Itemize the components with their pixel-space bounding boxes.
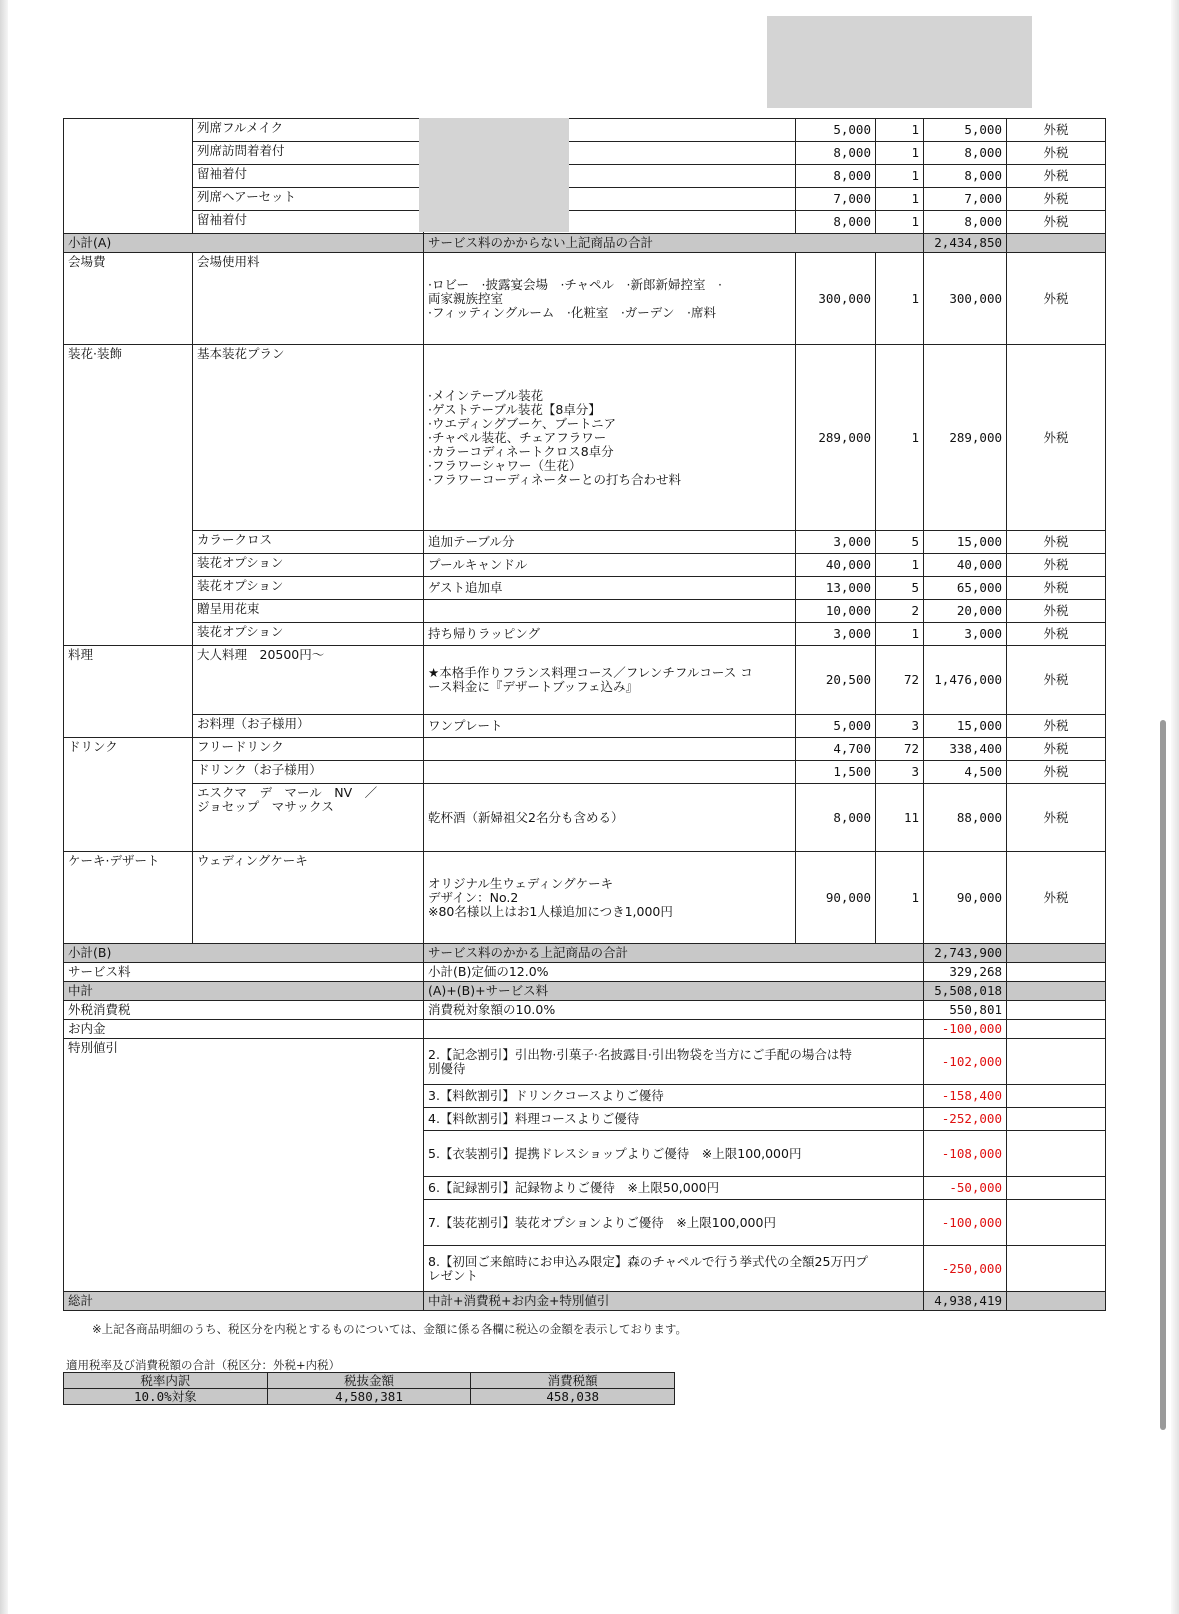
desc-cell: ゲスト追加卓 [424,577,796,600]
amount-cell: 4,500 [924,761,1007,784]
price-cell: 7,000 [796,188,876,211]
tax-cell: 外税 [1007,554,1106,577]
table-row [64,623,1106,646]
tax-rate-cell: 10.0%対象 [64,1389,268,1405]
tax-cell: 外税 [1007,623,1106,646]
tax-cell: 外税 [1007,715,1106,738]
summary-label: お内金 [64,1020,424,1039]
qty-cell: 1 [876,165,924,188]
column-header: 税抜金額 [267,1373,471,1389]
page-edge-right [1171,0,1179,1614]
tax-cell: 外税 [1007,211,1106,234]
item-cell: 基本装花プラン [193,345,424,531]
desc-cell: プールキャンドル [424,554,796,577]
tax-cell: 外税 [1007,738,1106,761]
amount-cell: 65,000 [924,577,1007,600]
desc-cell: 乾杯酒（新婦祖父2名分も含める） [424,784,796,852]
summary-label: 外税消費税 [64,1001,424,1020]
item-cell: フリードリンク [193,738,424,761]
desc-cell: オリジナル生ウェディングケーキ デザイン：No.2 ※80名様以上はお1人様追加につき1,000円 [424,852,796,944]
summary-label: 特別値引 [64,1039,424,1292]
qty-cell: 3 [876,715,924,738]
estimate-table [63,118,1106,1311]
desc-cell [424,761,796,784]
desc-cell: ·ロビー ·披露宴会場 ·チャペル ·新郎新婦控室 · 両家親族控室 ·フィッティングルーム ·化粧室 ·ガーデン ·席料 [424,253,796,345]
tax-cell: 外税 [1007,761,1106,784]
item-cell: ウェディングケーキ [193,852,424,944]
discount-desc: 3.【料飲割引】ドリンクコースよりご優待 [424,1085,924,1108]
service-row [64,963,1106,982]
footnote: ※上記各商品明細のうち、税区分を内税とするものについては、金額に係る各欄に税込の金額を表示しております。 [92,1322,687,1336]
qty-cell: 72 [876,646,924,715]
price-cell: 289,000 [796,345,876,531]
table-row [64,531,1106,554]
item-cell: 装花オプション [193,623,424,646]
tax-cell: 外税 [1007,646,1106,715]
qty-cell: 1 [876,554,924,577]
summary-label: 小計(A) [64,234,424,253]
table-row [64,188,1106,211]
tax-cell: 外税 [1007,142,1106,165]
qty-cell: 5 [876,577,924,600]
amount-cell: 300,000 [924,253,1007,345]
price-cell: 20,500 [796,646,876,715]
summary-desc: サービス料のかからない上記商品の合計 [424,234,924,253]
grand-total-amount: 4,938,419 [924,1292,1007,1311]
desc-cell: ワンプレート [424,715,796,738]
discount-amount: -252,000 [924,1108,1007,1131]
price-cell: 40,000 [796,554,876,577]
grand-total-row [64,1292,1106,1311]
table-row [64,715,1106,738]
amount-cell: 90,000 [924,852,1007,944]
redaction-block [419,118,569,232]
discount-desc: 8.【初回ご来館時にお申込み限定】森のチャペルで行う挙式代の全額25万円プ レゼント [424,1246,924,1292]
price-cell: 8,000 [796,784,876,852]
discount-amount: -158,400 [924,1085,1007,1108]
qty-cell: 1 [876,188,924,211]
item-cell: カラークロス [193,531,424,554]
tax-cell: 外税 [1007,852,1106,944]
item-cell: 列席訪問着着付 [193,142,424,165]
summary-amount: 550,801 [924,1001,1007,1020]
amount-cell: 15,000 [924,531,1007,554]
qty-cell: 1 [876,142,924,165]
table-row [64,211,1106,234]
tax-summary-caption: 適用税率及び消費税額の合計（税区分：外税+内税） [66,1358,341,1372]
tax-summary-header [64,1373,675,1389]
tax-cell: 外税 [1007,577,1106,600]
discount-desc: 4.【料飲割引】料理コースよりご優待 [424,1108,924,1131]
discount-amount: -102,000 [924,1039,1007,1085]
amount-cell: 5,000 [924,119,1007,142]
item-cell: お料理（お子様用） [193,715,424,738]
category-cell: ドリンク [64,738,193,852]
item-cell: 列席フルメイク [193,119,424,142]
category-cell: 会場費 [64,253,193,345]
price-cell: 10,000 [796,600,876,623]
discount-desc: 2.【記念割引】引出物·引菓子·名披露目·引出物袋を当方にご手配の場合は特 別優待 [424,1039,924,1085]
cake-row [64,852,1106,944]
summary-label: 中計 [64,982,424,1001]
desc-cell: 持ち帰りラッピング [424,623,796,646]
discount-row [64,1039,1106,1085]
amount-cell: 8,000 [924,211,1007,234]
summary-label: 小計(B) [64,944,424,963]
table-row [64,761,1106,784]
summary-label: サービス料 [64,963,424,982]
item-cell: 留袖着付 [193,165,424,188]
qty-cell: 72 [876,738,924,761]
desc-cell [424,600,796,623]
qty-cell: 5 [876,531,924,554]
item-cell: 装花オプション [193,577,424,600]
summary-desc: (A)+(B)+サービス料 [424,982,924,1001]
tax-cell: 外税 [1007,531,1106,554]
tax-cell: 外税 [1007,253,1106,345]
deposit-row [64,1020,1106,1039]
tax-cell: 外税 [1007,165,1106,188]
venue-row [64,253,1106,345]
summary-label: 総計 [64,1292,424,1311]
discount-amount: -108,000 [924,1131,1007,1177]
summary-desc: 小計(B)定価の12.0% [424,963,924,982]
column-header: 税率内訳 [64,1373,268,1389]
category-cell [64,119,193,234]
price-cell: 13,000 [796,577,876,600]
desc-cell: ·メインテーブル装花 ·ゲストテーブル装花【8卓分】 ·ウエディングブーケ、ブートニア ·チャペル装花、チェアフラワー ·カラーコディネートクロス8卓分 ·フラワーシャワー（生花） ·フラワーコーディネーターとの打ち合わせ料 [424,345,796,531]
qty-cell: 11 [876,784,924,852]
qty-cell: 2 [876,600,924,623]
item-cell: ドリンク（お子様用） [193,761,424,784]
price-cell: 1,500 [796,761,876,784]
tax-cell: 外税 [1007,119,1106,142]
price-cell: 4,700 [796,738,876,761]
price-cell: 5,000 [796,715,876,738]
price-cell: 8,000 [796,142,876,165]
amount-cell: 338,400 [924,738,1007,761]
summary-amount: 5,508,018 [924,982,1007,1001]
amount-cell: 88,000 [924,784,1007,852]
subtotal-a-row [64,234,1106,253]
qty-cell: 1 [876,253,924,345]
subtotal-b-row [64,944,1106,963]
qty-cell: 3 [876,761,924,784]
discount-amount: -100,000 [924,1200,1007,1246]
price-cell: 90,000 [796,852,876,944]
desc-cell: ★本格手作りフランス料理コース／フレンチフルコース コ ース料金に『デザートブッフェ込み』 [424,646,796,715]
scrollbar-thumb[interactable] [1160,720,1166,1430]
category-cell: 装花·装飾 [64,345,193,646]
tax-amount-cell: 458,038 [471,1389,675,1405]
desc-cell [424,738,796,761]
qty-cell: 1 [876,623,924,646]
discount-desc: 7.【装花割引】装花オプションよりご優待 ※上限100,000円 [424,1200,924,1246]
column-header: 消費税額 [471,1373,675,1389]
table-row [64,738,1106,761]
cuisine-row [64,646,1106,715]
item-cell: 留袖着付 [193,211,424,234]
amount-cell: 8,000 [924,142,1007,165]
item-cell: 贈呈用花束 [193,600,424,623]
table-row [64,119,1106,142]
item-cell: 装花オプション [193,554,424,577]
summary-amount: 2,743,900 [924,944,1007,963]
price-cell: 300,000 [796,253,876,345]
amount-cell: 289,000 [924,345,1007,531]
midtotal-row [64,982,1106,1001]
category-cell: ケーキ·デザート [64,852,193,944]
summary-desc: 消費税対象額の10.0% [424,1001,924,1020]
tax-summary-table [63,1372,675,1405]
price-cell: 5,000 [796,119,876,142]
desc-cell: 追加テーブル分 [424,531,796,554]
table-row [64,554,1106,577]
summary-desc: 中計+消費税+お内金+特別値引 [424,1292,924,1311]
table-row [64,577,1106,600]
tax-cell: 外税 [1007,345,1106,531]
item-cell: 大人料理 20500円～ [193,646,424,715]
price-cell: 8,000 [796,165,876,188]
qty-cell: 1 [876,211,924,234]
price-cell: 3,000 [796,531,876,554]
toast-drink-row [64,784,1106,852]
item-cell: 会場使用料 [193,253,424,345]
amount-cell: 20,000 [924,600,1007,623]
redaction-block [767,16,1032,108]
category-cell: 料理 [64,646,193,738]
discount-desc: 5.【衣装割引】提携ドレスショップよりご優待 ※上限100,000円 [424,1131,924,1177]
tax-cell: 外税 [1007,600,1106,623]
summary-amount: -100,000 [924,1020,1007,1039]
table-row [64,600,1106,623]
price-cell: 3,000 [796,623,876,646]
amount-cell: 8,000 [924,165,1007,188]
item-cell: 列席ヘアーセット [193,188,424,211]
amount-cell: 7,000 [924,188,1007,211]
amount-cell: 40,000 [924,554,1007,577]
item-cell: エスクマ デ マール NV ／ ジョセップ マサックス [193,784,424,852]
tax-cell: 外税 [1007,188,1106,211]
tax-row [64,1001,1106,1020]
table-row [64,142,1106,165]
qty-cell: 1 [876,119,924,142]
amount-cell: 1,476,000 [924,646,1007,715]
qty-cell: 1 [876,345,924,531]
qty-cell: 1 [876,852,924,944]
flower-plan-row [64,345,1106,531]
discount-desc: 6.【記録割引】記録物よりご優待 ※上限50,000円 [424,1177,924,1200]
summary-amount: 2,434,850 [924,234,1007,253]
amount-cell: 3,000 [924,623,1007,646]
amount-cell: 15,000 [924,715,1007,738]
price-cell: 8,000 [796,211,876,234]
summary-desc: サービス料のかかる上記商品の合計 [424,944,924,963]
table-row [64,165,1106,188]
page-edge-left [0,0,8,1614]
tax-summary-row [64,1389,675,1405]
discount-amount: -250,000 [924,1246,1007,1292]
summary-amount: 329,268 [924,963,1007,982]
discount-amount: -50,000 [924,1177,1007,1200]
pretax-amount-cell: 4,580,381 [267,1389,471,1405]
tax-cell: 外税 [1007,784,1106,852]
